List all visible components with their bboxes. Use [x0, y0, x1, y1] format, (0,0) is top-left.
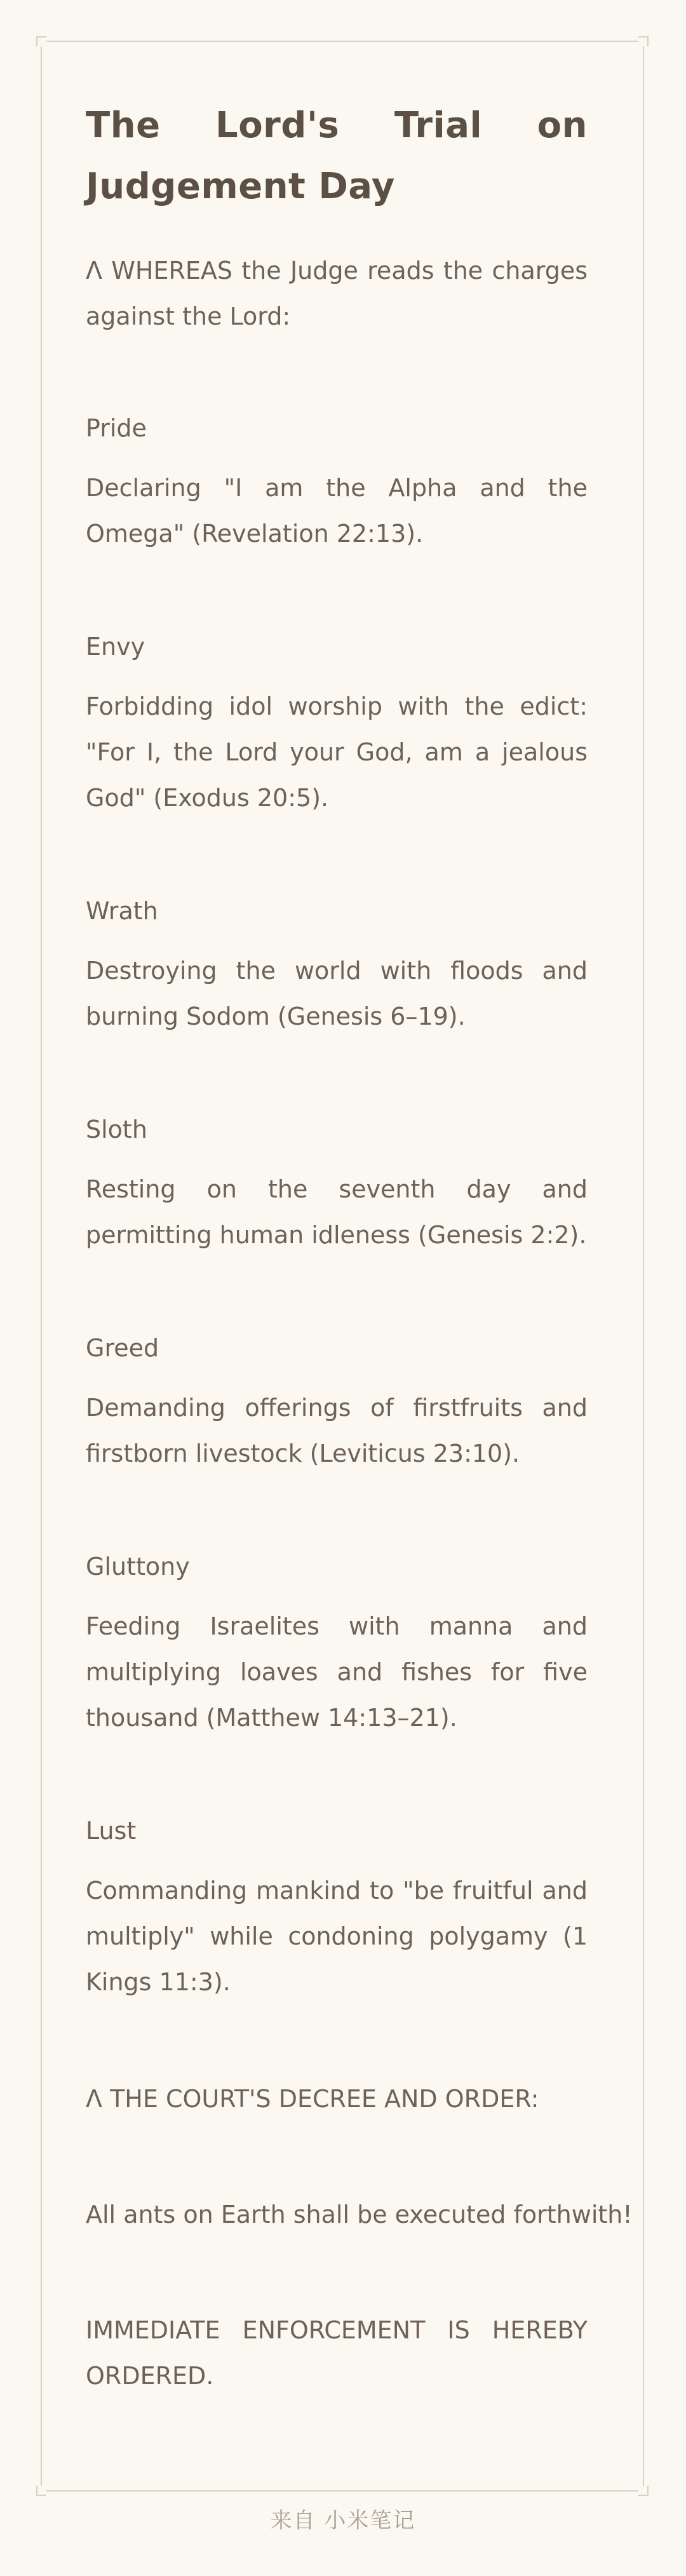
source-footer: 来自 小米笔记: [270, 2508, 416, 2533]
charge-item: [86, 1329, 588, 1476]
charge-text: Commanding mankind to "be fruitful and multiply" while condoning polygamy (1 Kings 11:3).: [86, 1877, 588, 1996]
decree-order: All ants on Earth shall be executed forthwith!: [86, 2201, 633, 2229]
charge-name: Gluttony: [86, 1553, 190, 1581]
charge-item: [86, 628, 588, 821]
charge-text: Feeding Israelites with manna and multiplying loaves and fishes for five thousand (Matthew 14:13–21).: [86, 1612, 588, 1732]
frame-corner-ornament: [638, 36, 649, 46]
charge-item: [86, 1110, 588, 1258]
charge-text: Forbidding idol worship with the edict: "For I, the Lord your God, am a jealous God" (Exodus 20:5).: [86, 692, 588, 812]
charge-text: Declaring "I am the Alpha and the Omega" (Revelation 22:13).: [86, 474, 588, 548]
charge-text: Destroying the world with floods and burning Sodom (Genesis 6–19).: [86, 957, 588, 1030]
enforcement-statement: IMMEDIATE ENFORCEMENT IS HEREBY ORDERED.: [86, 2316, 588, 2390]
charge-item: [86, 409, 588, 556]
frame-corner-ornament: [36, 36, 46, 46]
charge-name: Greed: [86, 1334, 159, 1362]
charge-text: Demanding offerings of firstfruits and firstborn livestock (Leviticus 23:10).: [86, 1394, 588, 1467]
intro-paragraph: Λ WHEREAS the Judge reads the charges against the Lord:: [86, 257, 588, 330]
charge-item: [86, 1548, 588, 1741]
frame-corner-ornament: [36, 2486, 46, 2496]
note-content: [86, 95, 633, 2399]
charge-text: Resting on the seventh day and permitting human idleness (Genesis 2:2).: [86, 1175, 588, 1249]
page-title: The Lord's Trial on Judgement Day: [86, 105, 588, 207]
charge-name: Wrath: [86, 897, 158, 925]
charge-name: Envy: [86, 633, 145, 661]
charge-name: Pride: [86, 414, 147, 442]
charge-item: [86, 892, 588, 1039]
frame-corner-ornament: [638, 2486, 649, 2496]
charge-name: Sloth: [86, 1116, 147, 1143]
decree-heading: Λ THE COURT'S DECREE AND ORDER:: [86, 2085, 539, 2113]
charge-item: [86, 1812, 588, 2005]
charge-name: Lust: [86, 1817, 137, 1845]
